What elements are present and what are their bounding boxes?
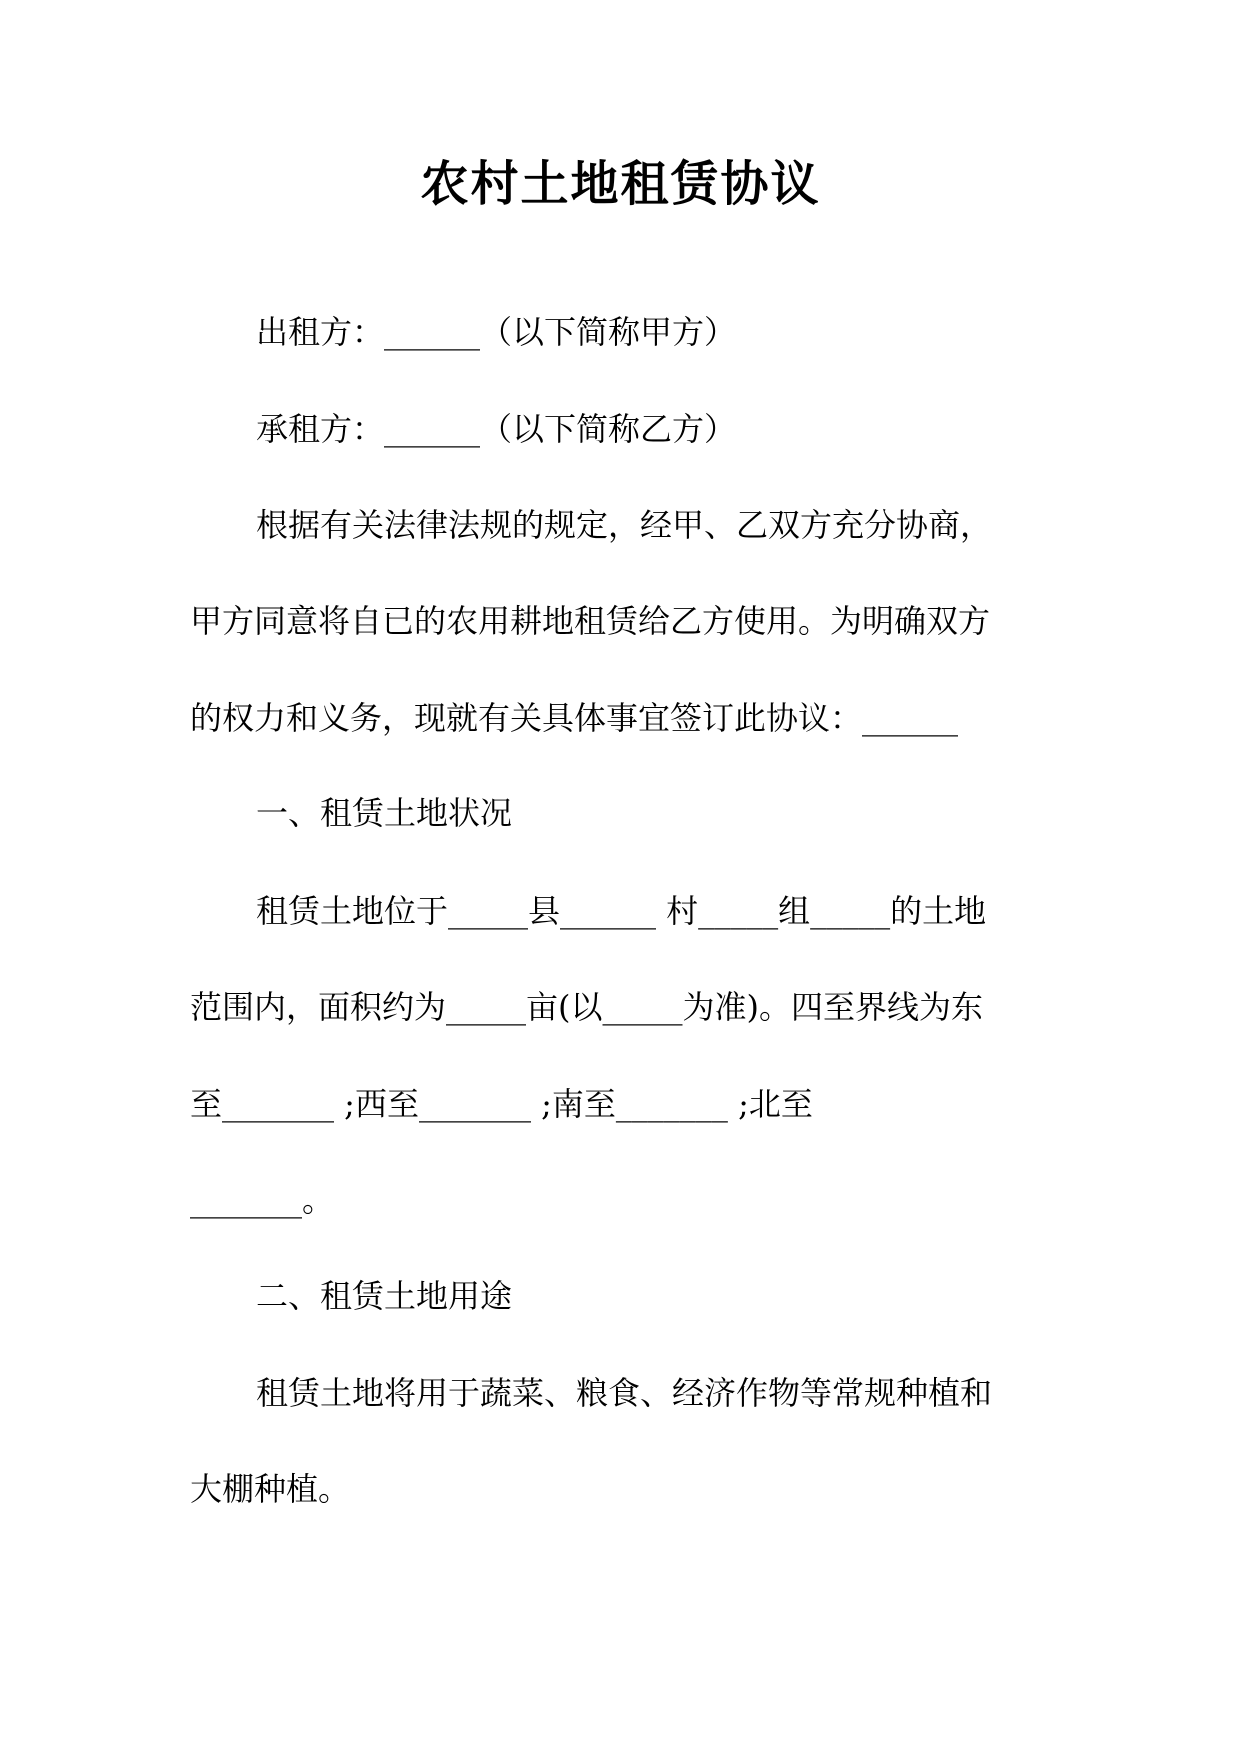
- land-boundary-line-end: _______。: [190, 1181, 335, 1219]
- preamble-line-1: 根据有关法律法规的规定，经甲、乙双方充分协商，: [256, 506, 993, 544]
- section-heading-1: 一、租赁土地状况: [256, 794, 513, 832]
- document-title: 农村土地租赁协议: [420, 156, 821, 212]
- land-use-line-2: 大棚种植。: [190, 1470, 351, 1508]
- preamble-line-2: 甲方同意将自已的农用耕地租赁给乙方使用。为明确双方: [190, 602, 991, 640]
- land-boundary-line: 至_______ ;西至_______ ;南至_______ ;北至: [190, 1085, 813, 1123]
- lessee-line: 承租方：______（以下简称乙方）: [256, 410, 737, 448]
- lessor-line: 出租方：______（以下简称甲方）: [256, 313, 737, 351]
- land-location-line-2: 范围内，面积约为_____亩(以_____为准)。四至界线为东: [190, 988, 983, 1026]
- preamble-line-3: 的权力和义务，现就有关具体事宜签订此协议：______: [190, 699, 959, 737]
- section-heading-2: 二、租赁土地用途: [256, 1277, 513, 1315]
- land-use-line-1: 租赁土地将用于蔬菜、粮食、经济作物等常规种植和: [256, 1374, 993, 1412]
- land-location-line-1: 租赁土地位于_____县______ 村_____组_____的土地: [256, 892, 987, 930]
